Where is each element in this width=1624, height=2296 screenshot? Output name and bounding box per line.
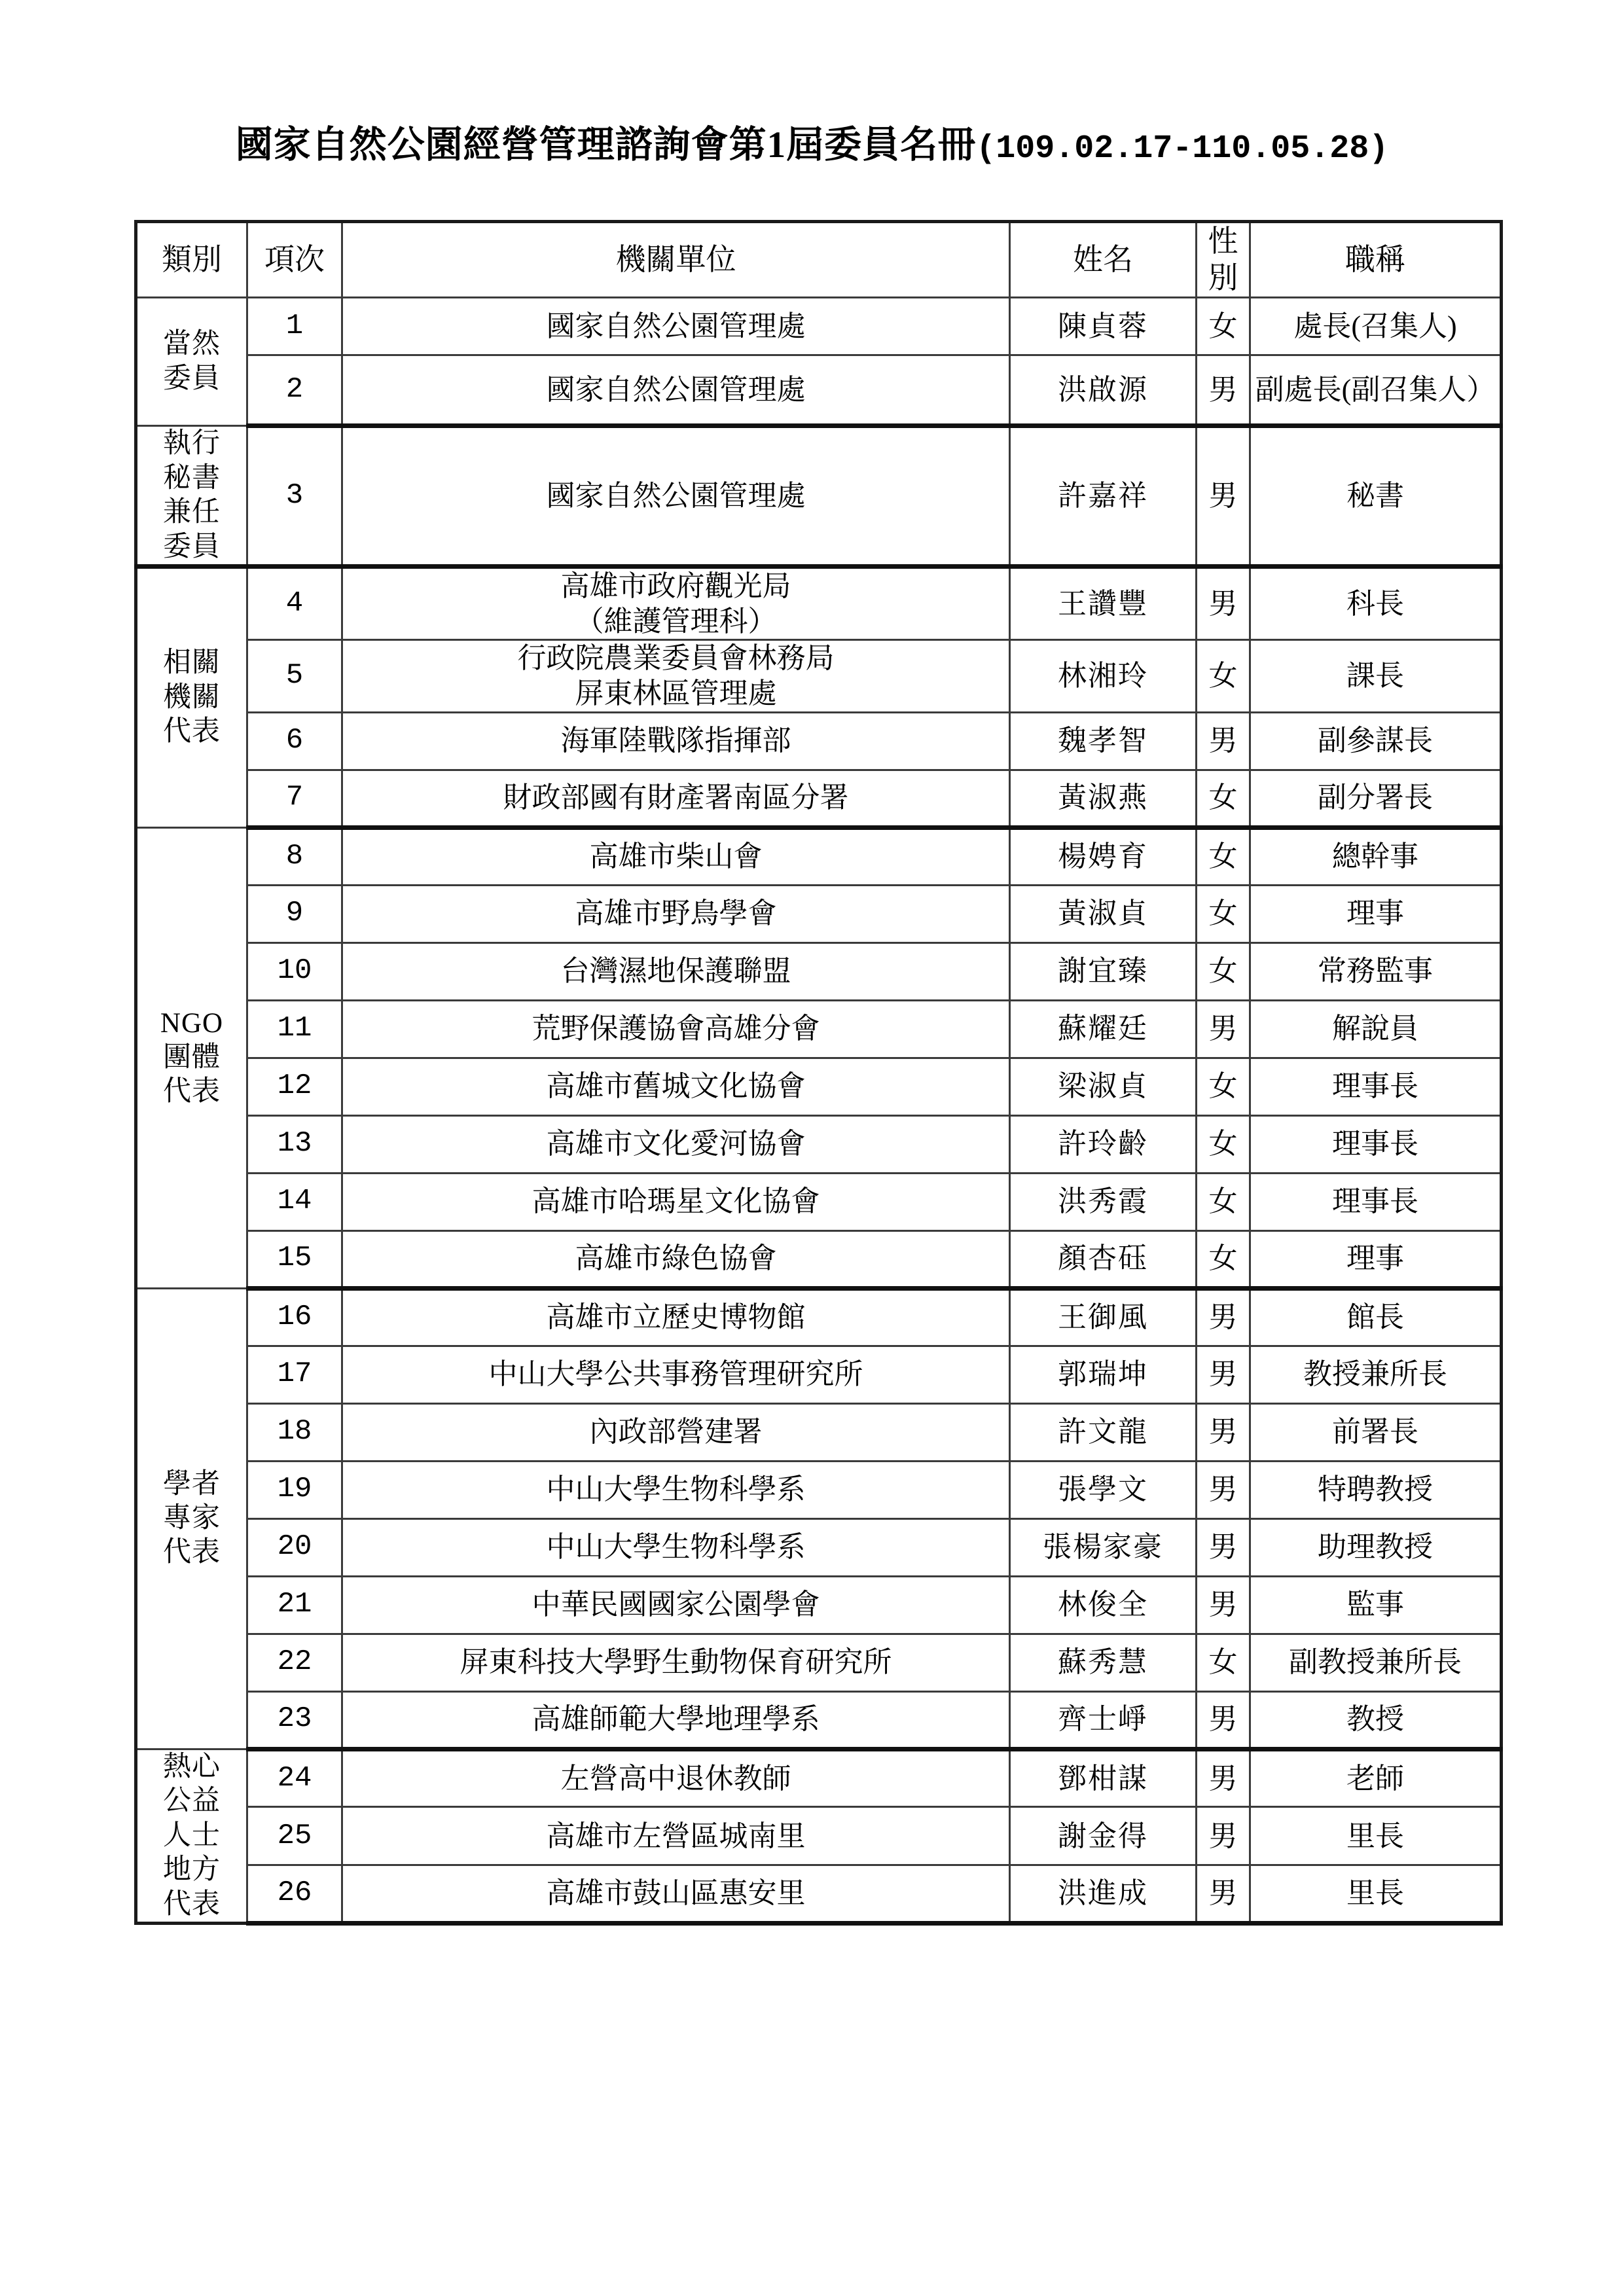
position-title-cell: 里長 — [1250, 1807, 1502, 1865]
column-header-index: 項次 — [247, 222, 342, 298]
gender-cell: 男 — [1197, 712, 1250, 770]
organization-cell — [342, 1807, 1010, 1865]
member-name-cell: 魏孝智 — [1010, 712, 1197, 770]
category-label-line: 委員 — [163, 363, 221, 394]
row-index-cell: 6 — [247, 712, 342, 770]
organization-line: 屏東林區管理處 — [575, 677, 777, 710]
row-index-cell: 23 — [247, 1691, 342, 1749]
table-row — [136, 355, 1502, 426]
position-title-cell: 理事 — [1250, 1230, 1502, 1288]
member-name-cell: 許文龍 — [1010, 1403, 1197, 1461]
organization-cell — [342, 1403, 1010, 1461]
row-index-cell: 9 — [247, 885, 342, 942]
member-name-cell: 梁淑貞 — [1010, 1058, 1197, 1115]
gender-cell: 女 — [1197, 298, 1250, 355]
table-row — [136, 1865, 1502, 1924]
member-name-cell: 林俊全 — [1010, 1576, 1197, 1634]
category-cell — [136, 827, 247, 1288]
row-index-cell: 12 — [247, 1058, 342, 1115]
gender-cell: 女 — [1197, 1230, 1250, 1288]
gender-cell: 女 — [1197, 1058, 1250, 1115]
gender-cell: 男 — [1197, 1691, 1250, 1749]
row-index-cell: 21 — [247, 1576, 342, 1634]
gender-cell: 女 — [1197, 640, 1250, 712]
row-index-cell: 26 — [247, 1865, 342, 1924]
category-cell — [136, 426, 247, 567]
category-label-line: 兼任 — [163, 497, 221, 528]
page-title — [0, 122, 1624, 170]
position-title-cell: 理事 — [1250, 885, 1502, 942]
organization-cell — [342, 426, 1010, 567]
organization-cell — [342, 1749, 1010, 1807]
position-title-cell: 理事長 — [1250, 1173, 1502, 1230]
category-label-line: 執行 — [163, 428, 221, 459]
gender-cell: 男 — [1197, 1346, 1250, 1403]
organization-cell — [342, 1518, 1010, 1576]
row-index-cell: 18 — [247, 1403, 342, 1461]
row-index-cell: 25 — [247, 1807, 342, 1865]
organization-cell — [342, 885, 1010, 942]
gender-cell: 男 — [1197, 1865, 1250, 1924]
organization-cell — [342, 1576, 1010, 1634]
table-row — [136, 1173, 1502, 1230]
category-label-line: 機關 — [163, 681, 221, 713]
category-cell — [136, 567, 247, 828]
row-index-cell: 2 — [247, 355, 342, 426]
table-row — [136, 1403, 1502, 1461]
position-title-cell: 副參謀長 — [1250, 712, 1502, 770]
category-label — [137, 1007, 246, 1109]
member-name-cell: 郭瑞坤 — [1010, 1346, 1197, 1403]
member-name-cell: 許玲齡 — [1010, 1115, 1197, 1173]
table-body — [136, 298, 1502, 1924]
table-row — [136, 1807, 1502, 1865]
organization-line: 國家自然公園管理處 — [546, 373, 806, 406]
organization-cell — [342, 712, 1010, 770]
category-label — [137, 427, 246, 564]
organization-cell — [342, 1230, 1010, 1288]
table-row — [136, 1115, 1502, 1173]
organization-cell — [342, 1288, 1010, 1346]
organization-line: 高雄市舊城文化協會 — [546, 1070, 806, 1103]
gender-cell: 女 — [1197, 770, 1250, 827]
member-name-cell: 洪啟源 — [1010, 355, 1197, 426]
member-name-cell: 鄧柑謀 — [1010, 1749, 1197, 1807]
committee-roster-table — [134, 220, 1503, 1926]
page-title-date-range: (109.02.17-110.05.28) — [976, 130, 1389, 168]
organization-cell — [342, 1173, 1010, 1230]
member-name-cell: 陳貞蓉 — [1010, 298, 1197, 355]
position-title-cell: 課長 — [1250, 640, 1502, 712]
member-name-cell: 張學文 — [1010, 1461, 1197, 1518]
row-index-cell: 22 — [247, 1634, 342, 1691]
gender-cell: 男 — [1197, 1576, 1250, 1634]
position-title-cell: 副處長(副召集人） — [1250, 355, 1502, 426]
row-index-cell: 19 — [247, 1461, 342, 1518]
position-title-cell: 里長 — [1250, 1865, 1502, 1924]
member-name-cell: 楊娉育 — [1010, 827, 1197, 885]
position-title-cell: 教授兼所長 — [1250, 1346, 1502, 1403]
position-title-cell: 副分署長 — [1250, 770, 1502, 827]
table-row — [136, 1288, 1502, 1346]
table-row — [136, 1461, 1502, 1518]
organization-line: 台灣濕地保護聯盟 — [560, 955, 791, 988]
category-label-line: 當然 — [163, 329, 221, 360]
gender-cell: 女 — [1197, 1173, 1250, 1230]
table-row — [136, 942, 1502, 1000]
gender-cell: 男 — [1197, 1288, 1250, 1346]
organization-line: 屏東科技大學野生動物保育研究所 — [460, 1646, 892, 1679]
column-header-position: 職稱 — [1250, 222, 1502, 298]
organization-line: 高雄市政府觀光局 — [560, 570, 791, 603]
category-cell — [136, 1749, 247, 1923]
category-label-line: 代表 — [163, 1888, 221, 1920]
table-row — [136, 426, 1502, 567]
organization-cell — [342, 567, 1010, 640]
organization-cell — [342, 942, 1010, 1000]
gender-cell: 女 — [1197, 1634, 1250, 1691]
organization-line: 高雄市文化愛河協會 — [546, 1128, 806, 1160]
column-header-gender: 性別 — [1197, 222, 1250, 298]
organization-line: 高雄市立歷史博物館 — [546, 1301, 806, 1334]
organization-cell — [342, 1634, 1010, 1691]
organization-cell — [342, 355, 1010, 426]
organization-cell — [342, 1058, 1010, 1115]
organization-line: 國家自然公園管理處 — [546, 480, 806, 512]
position-title-cell: 特聘教授 — [1250, 1461, 1502, 1518]
category-label-line: 專家 — [163, 1502, 221, 1534]
position-title-cell: 常務監事 — [1250, 942, 1502, 1000]
member-name-cell: 謝金得 — [1010, 1807, 1197, 1865]
organization-line: 高雄市野鳥學會 — [575, 897, 777, 930]
category-label — [137, 1750, 246, 1922]
member-name-cell: 洪秀霞 — [1010, 1173, 1197, 1230]
table-row — [136, 298, 1502, 355]
organization-line: 荒野保護協會高雄分會 — [532, 1013, 820, 1045]
member-name-cell: 王御風 — [1010, 1288, 1197, 1346]
row-index-cell: 16 — [247, 1288, 342, 1346]
gender-cell: 男 — [1197, 1461, 1250, 1518]
organization-line: 國家自然公園管理處 — [546, 310, 806, 342]
member-name-cell: 黃淑貞 — [1010, 885, 1197, 942]
category-label-line: 秘書 — [163, 462, 221, 493]
table-row — [136, 640, 1502, 712]
table-row — [136, 1576, 1502, 1634]
organization-line: 高雄市柴山會 — [589, 840, 763, 873]
table-row — [136, 712, 1502, 770]
position-title-cell: 秘書 — [1250, 426, 1502, 567]
member-name-cell: 王讚豐 — [1010, 567, 1197, 640]
organization-cell — [342, 298, 1010, 355]
gender-cell: 男 — [1197, 1403, 1250, 1461]
member-name-cell: 蘇耀廷 — [1010, 1000, 1197, 1058]
member-name-cell: 林湘玲 — [1010, 640, 1197, 712]
category-label-line: 團體 — [163, 1041, 221, 1073]
organization-line: （維護管理科） — [575, 605, 777, 637]
gender-cell: 男 — [1197, 1000, 1250, 1058]
gender-cell: 男 — [1197, 426, 1250, 567]
category-label-line: 熱心 — [163, 1751, 221, 1782]
row-index-cell: 8 — [247, 827, 342, 885]
table-header-row — [136, 222, 1502, 298]
row-index-cell: 14 — [247, 1173, 342, 1230]
position-title-cell: 處長(召集人) — [1250, 298, 1502, 355]
position-title-cell: 前署長 — [1250, 1403, 1502, 1461]
gender-cell: 男 — [1197, 355, 1250, 426]
position-title-cell: 理事長 — [1250, 1058, 1502, 1115]
organization-cell — [342, 770, 1010, 827]
table-row — [136, 1518, 1502, 1576]
gender-cell: 男 — [1197, 1518, 1250, 1576]
page-title-main: 國家自然公園經營管理諮詢會第1屆委員名冊 — [235, 124, 977, 166]
column-header-category: 類別 — [136, 222, 247, 298]
organization-line: 內政部營建署 — [589, 1416, 763, 1448]
category-cell — [136, 298, 247, 426]
category-label-line: 代表 — [163, 1076, 221, 1107]
table-row — [136, 1749, 1502, 1807]
position-title-cell: 館長 — [1250, 1288, 1502, 1346]
position-title-cell: 科長 — [1250, 567, 1502, 640]
gender-cell: 女 — [1197, 885, 1250, 942]
member-name-cell: 謝宜臻 — [1010, 942, 1197, 1000]
category-label — [137, 646, 246, 749]
row-index-cell: 10 — [247, 942, 342, 1000]
member-name-cell: 張楊家豪 — [1010, 1518, 1197, 1576]
row-index-cell: 15 — [247, 1230, 342, 1288]
position-title-cell: 教授 — [1250, 1691, 1502, 1749]
member-name-cell: 蘇秀慧 — [1010, 1634, 1197, 1691]
category-label-line: NGO — [160, 1007, 224, 1039]
organization-line: 中山大學公共事務管理研究所 — [488, 1358, 863, 1391]
organization-cell — [342, 1865, 1010, 1924]
row-index-cell: 17 — [247, 1346, 342, 1403]
position-title-cell: 副教授兼所長 — [1250, 1634, 1502, 1691]
row-index-cell: 13 — [247, 1115, 342, 1173]
position-title-cell: 解說員 — [1250, 1000, 1502, 1058]
organization-cell — [342, 1115, 1010, 1173]
member-name-cell: 洪進成 — [1010, 1865, 1197, 1924]
position-title-cell: 理事長 — [1250, 1115, 1502, 1173]
organization-line: 行政院農業委員會林務局 — [517, 642, 835, 675]
gender-cell: 女 — [1197, 827, 1250, 885]
category-label-line: 地方 — [163, 1854, 221, 1886]
row-index-cell: 24 — [247, 1749, 342, 1807]
category-label-line: 代表 — [163, 1537, 221, 1568]
table-row — [136, 1634, 1502, 1691]
category-label-line: 學者 — [163, 1468, 221, 1499]
category-label-line: 人士 — [163, 1820, 221, 1851]
member-name-cell: 許嘉祥 — [1010, 426, 1197, 567]
organization-line: 高雄市鼓山區惠安里 — [546, 1877, 806, 1910]
column-header-organization: 機關單位 — [342, 222, 1010, 298]
table-row — [136, 567, 1502, 640]
category-label-line: 委員 — [163, 531, 221, 562]
member-name-cell: 黃淑燕 — [1010, 770, 1197, 827]
category-label — [137, 1467, 246, 1570]
organization-cell — [342, 827, 1010, 885]
organization-line: 中華民國國家公園學會 — [532, 1588, 820, 1621]
row-index-cell: 4 — [247, 567, 342, 640]
organization-cell — [342, 1691, 1010, 1749]
position-title-cell: 監事 — [1250, 1576, 1502, 1634]
organization-line: 左營高中退休教師 — [560, 1762, 791, 1795]
gender-cell: 女 — [1197, 1115, 1250, 1173]
row-index-cell: 5 — [247, 640, 342, 712]
table-row — [136, 1346, 1502, 1403]
category-cell — [136, 1288, 247, 1749]
category-label-line: 代表 — [163, 716, 221, 747]
organization-cell — [342, 1461, 1010, 1518]
table-row — [136, 1000, 1502, 1058]
table-row — [136, 827, 1502, 885]
row-index-cell: 7 — [247, 770, 342, 827]
position-title-cell: 老師 — [1250, 1749, 1502, 1807]
organization-line: 高雄師範大學地理學系 — [532, 1703, 820, 1736]
gender-cell: 女 — [1197, 942, 1250, 1000]
row-index-cell: 3 — [247, 426, 342, 567]
category-label-line: 公益 — [163, 1785, 221, 1817]
organization-line: 中山大學生物科學系 — [546, 1473, 806, 1506]
row-index-cell: 20 — [247, 1518, 342, 1576]
table-row — [136, 1230, 1502, 1288]
category-label-line: 相關 — [163, 647, 221, 679]
organization-cell — [342, 1000, 1010, 1058]
table-header — [136, 222, 1502, 298]
position-title-cell: 助理教授 — [1250, 1518, 1502, 1576]
row-index-cell: 11 — [247, 1000, 342, 1058]
organization-cell — [342, 640, 1010, 712]
gender-cell: 男 — [1197, 1749, 1250, 1807]
row-index-cell: 1 — [247, 298, 342, 355]
member-name-cell: 顏杏砡 — [1010, 1230, 1197, 1288]
table-row — [136, 885, 1502, 942]
organization-line: 海軍陸戰隊指揮部 — [560, 725, 791, 757]
table-row — [136, 770, 1502, 827]
organization-line: 高雄市左營區城南里 — [546, 1820, 806, 1852]
column-header-name: 姓名 — [1010, 222, 1197, 298]
organization-cell — [342, 1346, 1010, 1403]
gender-cell: 男 — [1197, 1807, 1250, 1865]
table-row — [136, 1058, 1502, 1115]
organization-line: 中山大學生物科學系 — [546, 1531, 806, 1564]
member-name-cell: 齊士崢 — [1010, 1691, 1197, 1749]
table-row — [136, 1691, 1502, 1749]
organization-line: 高雄市綠色協會 — [575, 1242, 777, 1275]
position-title-cell: 總幹事 — [1250, 827, 1502, 885]
organization-line: 財政部國有財產署南區分署 — [503, 781, 849, 814]
organization-line: 高雄市哈瑪星文化協會 — [532, 1185, 820, 1218]
gender-cell: 男 — [1197, 567, 1250, 640]
category-label — [137, 327, 246, 396]
